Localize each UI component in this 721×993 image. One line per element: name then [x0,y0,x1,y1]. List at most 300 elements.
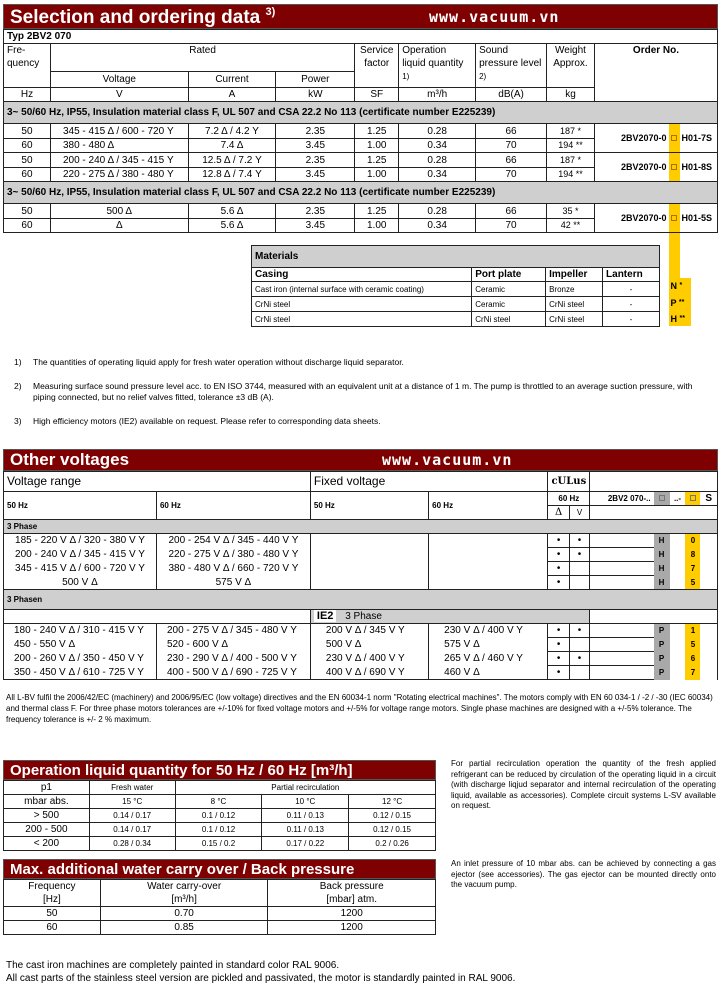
order-number-wrap [595,204,717,232]
square-icon [671,164,677,170]
order-code-1: H [654,534,670,548]
fixed-50: 200 V Δ / 345 V Y [310,624,428,638]
op-h2-15: 15 °C [89,795,175,809]
co-h-water: Water carry-over [100,880,268,894]
order-blank [590,562,654,576]
row-sf: 1.00 [355,167,399,182]
ul-delta: • [548,638,569,652]
ul-y [569,562,589,576]
op-liquid-row [4,837,436,851]
row-sound: 70 [476,218,547,233]
range-50: 200 - 260 V Δ / 350 - 450 V Y [4,652,157,666]
order-suffix: H01-7S [681,132,713,143]
row-voltage: 200 - 240 Δ / 345 - 415 Y [50,153,188,168]
row-liquid: 0.34 [399,167,476,182]
ul-delta: • [548,562,569,576]
row-current: 7.4 Δ [188,138,276,153]
other-voltages-banner [3,449,718,471]
range-60: 220 - 275 V Δ / 380 - 480 V Y [156,548,310,562]
hdr-fixed-60: 60 Hz [429,492,548,520]
selection-row [4,204,718,219]
carry-over-cell: 0.85 [100,921,268,935]
range-50: 180 - 240 V Δ / 310 - 415 V Y [4,624,157,638]
order-end [700,638,717,652]
fixed-50 [310,562,428,576]
row-weight: 42 ** [547,218,595,233]
footnote-num: 3) [14,416,22,426]
range-60: 200 - 275 V Δ / 345 - 480 V Y [156,624,310,638]
row-current: 12.8 Δ / 7.4 Y [188,167,276,182]
order-prefix-ov: 2BV2 070-.. [590,492,654,506]
op-liquid-cell: 0.12 / 0.15 [349,823,436,837]
op-liquid-table [3,780,436,851]
square-icon [671,135,677,141]
order-gap [670,534,686,548]
order-end [700,548,717,562]
row-liquid: 0.28 [399,153,476,168]
order-code-2: 6 [685,652,700,666]
square-icon [671,215,677,221]
range-60: 400 - 500 V Δ / 690 - 725 V Y [156,666,310,680]
order-code-2: 1 [685,624,700,638]
selection-table [3,29,718,233]
carry-over-cell: 60 [4,921,101,935]
order-end [700,652,717,666]
order-code-2: 8 [685,548,700,562]
order-code-stripe [669,233,680,278]
op-liquid-cell: 0.17 / 0.22 [262,837,349,851]
order-code-2: 7 [685,666,700,680]
order-code-1: H [654,548,670,562]
unit-hz: Hz [4,88,51,102]
ul-delta: • [548,652,569,666]
order-code-2: 5 [685,576,700,590]
footnote-text: High efficiency motors (IE2) available on request. Please refer to corresponding data sheets. [33,416,381,426]
hdr-voltage: Voltage [50,72,188,88]
footnote-3 [14,416,714,427]
paint-note-2: All cast parts of the stainless steel version are pickled and passivated, the motor is standardly painted in RAL 9006. [6,973,516,984]
row-sound: 66 [476,204,547,219]
row-current: 7.2 Δ / 4.2 Y [188,124,276,139]
range-50: 345 - 415 V Δ / 600 - 720 V Y [4,562,157,576]
voltage-row [4,562,718,576]
order-end [700,666,717,680]
voltage-row [4,624,718,638]
order-end [700,576,717,590]
material-lantern: - [603,282,660,297]
carry-over-title: Max. additional water carry over / Back pressure [10,861,355,878]
row-power: 2.35 [276,124,355,139]
ul-y: • [569,534,589,548]
order-gap [670,638,686,652]
row-weight: 35 * [547,204,595,219]
materials-table [251,245,660,327]
carry-over-cell: 1200 [268,907,436,921]
material-port: Ceramic [472,297,546,312]
range-60: 575 V Δ [156,576,310,590]
material-casing: Cast iron (internal surface with ceramic coating) [252,282,472,297]
order-blank [590,638,654,652]
row-current: 5.6 Δ [188,218,276,233]
hdr-fixed-50: 50 Hz [310,492,428,520]
co-u-back: [mbar] atm. [268,893,436,907]
material-casing: CrNi steel [252,297,472,312]
voltage-row [4,534,718,548]
selection-title [10,6,275,29]
carry-over-row [4,921,436,935]
order-blank [590,576,654,590]
range-60: 520 - 600 V Δ [156,638,310,652]
row-sf: 1.00 [355,138,399,153]
hdr-op-liquid-text: Operation liquid quantity [402,45,464,69]
hdr-service-factor: Service factor [355,44,399,88]
order-mid: ..- [670,492,686,506]
group-label-2: 3~ 50/60 Hz, IP55, Insulation material class F, UL 507 and CSA 22.2 No 113 (certificate number E225239) [4,182,718,204]
material-row [252,312,660,327]
op-liquid-side-note: For partial recirculation operation the quantity of the fresh applied refrigerant can be reduced by circulation of the operating liquid in a circuit (with discharge liqjud separator and internal recirculation of the operating liquid, available as accessories). Complete circuit systems L-SV available on request. [451,759,716,810]
row-sound: 70 [476,138,547,153]
order-code-1: P [654,624,670,638]
order-code-1: P [654,638,670,652]
hdr-sound-text: Sound pressure level [479,45,542,69]
row-sf: 1.25 [355,124,399,139]
order-gap [670,652,686,666]
row-sf: 1.00 [355,218,399,233]
selection-title-text: Selection and ordering data [10,7,261,28]
order-end [700,534,717,548]
fixed-voltage-label: Fixed voltage [310,472,548,492]
ul-y: • [569,652,589,666]
hdr-range-60: 60 Hz [156,492,310,520]
typ-label: Typ 2BV2 070 [4,30,718,44]
row-hz: 60 [4,218,51,233]
carry-over-table [3,879,436,935]
carry-over-side-note: An inlet pressure of 10 mbar abs. can be achieved by connecting a gas ejector (see accessories). The gas ejector can be mounted directly onto the vacuum pump. [451,859,716,889]
fixed-60 [429,576,548,590]
order-blank [590,548,654,562]
selection-row [4,124,718,139]
order-end [700,562,717,576]
order-code-1: P [654,666,670,680]
row-weight: 187 * [547,153,595,168]
fixed-60: 460 V Δ [429,666,548,680]
order-number [594,153,717,182]
material-code [671,295,691,312]
material-code-column [669,278,691,326]
range-50: 500 V Δ [4,576,157,590]
material-codes [669,278,691,328]
material-code-letter: N [670,281,678,291]
op-liquid-cell: 0.14 / 0.17 [89,809,175,823]
range-50: 450 - 550 V Δ [4,638,157,652]
hdr-sound [476,44,547,88]
ie2-badge: IE2 [314,610,337,622]
ie2-phase: 3 Phase [345,611,382,622]
unit-m3h: m³/h [399,88,476,102]
order-blank [590,652,654,666]
material-casing: CrNi steel [252,312,472,327]
op-liquid-cell: 0.15 / 0.2 [175,837,262,851]
range-50: 350 - 450 V Δ / 610 - 725 V Y [4,666,157,680]
op-liquid-cell: > 500 [4,809,90,823]
row-power: 3.45 [276,167,355,182]
footnote-num: 2) [14,381,22,391]
row-weight: 194 ** [547,167,595,182]
row-voltage: 345 - 415 Δ / 600 - 720 Y [50,124,188,139]
row-weight: 194 ** [547,138,595,153]
material-code-letter: P [670,297,677,308]
carry-over-cell: 0.70 [100,907,268,921]
material-port: Ceramic [472,282,546,297]
row-power: 2.35 [276,204,355,219]
order-suffix-ov: S [700,492,717,506]
fixed-60 [429,534,548,548]
material-code [671,278,691,295]
order-code-highlight [669,204,680,232]
row-voltage: Δ [50,218,188,233]
footnote-num: 1) [14,357,22,367]
row-sound: 70 [476,167,547,182]
ul-blank [590,472,718,492]
mat-hdr-impeller: Impeller [546,268,603,282]
op-liquid-row [4,809,436,823]
ul-y: • [569,624,589,638]
fixed-60: 230 V Δ / 400 V Y [429,624,548,638]
ul-y: • [569,548,589,562]
order-blank [590,624,654,638]
material-code [671,311,691,328]
group2-label: 3 Phasen [4,590,718,610]
order-gap [670,624,686,638]
row-hz: 50 [4,204,51,219]
op-h2-12: 12 °C [349,795,436,809]
op-liquid-cell: 0.1 / 0.12 [175,823,262,837]
row-voltage: 220 - 275 Δ / 380 - 480 Y [50,167,188,182]
order-prefix: 2BV2070-0 [620,132,667,143]
footnote-2 [14,381,714,403]
op-h2-8: 8 °C [175,795,262,809]
op-liquid-cell: 0.1 / 0.12 [175,809,262,823]
op-h2-10: 10 °C [262,795,349,809]
material-row [252,282,660,297]
order-code-2: 0 [685,534,700,548]
carry-over-cell: 50 [4,907,101,921]
row-power: 2.35 [276,153,355,168]
fixed-60 [429,562,548,576]
row-liquid: 0.28 [399,124,476,139]
hdr-current: Current [188,72,276,88]
row-current: 12.5 Δ / 7.2 Y [188,153,276,168]
hdr-ul-delta: Δ [548,506,569,520]
order-suffix: H01-8S [681,161,713,172]
carry-over-row [4,907,436,921]
voltage-range-label: Voltage range [4,472,311,492]
selection-row [4,153,718,168]
other-voltages-table [3,471,718,680]
op-liquid-row [4,823,436,837]
fixed-50: 400 V Δ / 690 V Y [310,666,428,680]
hdr-op-liquid-sup: 1) [402,72,410,81]
ie2-right-blank [590,610,718,624]
order-code-highlight [669,153,680,181]
footnote-1 [14,357,714,368]
op-liquid-banner [3,760,436,780]
watermark: www.vacuum.vn [382,451,513,469]
voltage-row [4,638,718,652]
mat-hdr-lantern: Lantern [603,268,660,282]
footnotes [14,357,714,427]
order-number-wrap [595,124,717,152]
material-impeller: CrNi steel [546,297,603,312]
row-liquid: 0.34 [399,218,476,233]
op-liquid-cell: 0.2 / 0.26 [349,837,436,851]
fixed-50: 230 V Δ / 400 V Y [310,652,428,666]
hdr-ul-y: V [569,506,589,520]
hdr-frequency: Fre- quency [4,44,51,88]
fixed-50 [310,576,428,590]
hdr-sound-sup: 2) [479,72,487,81]
range-60: 380 - 480 V Δ / 660 - 720 V Y [156,562,310,576]
ul-logo-text: cULus [551,476,587,487]
order-end [700,624,717,638]
material-code-mark: ** [678,298,685,306]
hdr-op-liquid [399,44,476,88]
hdr-range-50: 50 Hz [4,492,157,520]
range-50: 200 - 240 V Δ / 345 - 415 V Y [4,548,157,562]
row-sf: 1.25 [355,153,399,168]
op-liquid-cell: 0.11 / 0.13 [262,823,349,837]
material-row [252,297,660,312]
fixed-60: 265 V Δ / 460 V Y [429,652,548,666]
order-gap [670,666,686,680]
group1-label: 3 Phase [4,520,718,534]
unit-a: A [188,88,276,102]
unit-v: V [50,88,188,102]
row-liquid: 0.34 [399,138,476,153]
material-port: CrNi steel [472,312,546,327]
footnote-text: Measuring surface sound pressure level acc. to EN ISO 3744, measured with an equivalent unit at a distance of 1 m. The pump is throttled to an average suction pressure, with piping connected, but no relief valves fitted, tolerance ±3 dB (A). [33,381,693,402]
op-liquid-cell: 0.14 / 0.17 [89,823,175,837]
mat-hdr-port: Port plate [472,268,546,282]
range-60: 230 - 290 V Δ / 400 - 500 V Y [156,652,310,666]
material-impeller: CrNi steel [546,312,603,327]
group-label-1: 3~ 50/60 Hz, IP55, Insulation material class F, UL 507 and CSA 22.2 No 113 (certificate number E225239) [4,102,718,124]
co-h-freq: Frequency [4,880,101,894]
unit-db: dB(A) [476,88,547,102]
fixed-60: 575 V Δ [429,638,548,652]
fixed-50 [310,534,428,548]
hdr-rated: Rated [50,44,354,72]
range-60: 200 - 254 V Δ / 345 - 440 V Y [156,534,310,548]
unit-kg: kg [547,88,595,102]
footnote-text: The quantities of operating liquid apply for fresh water operation without discharge liquid separator. [33,357,404,367]
order-gap [670,548,686,562]
op-h2-mbar: mbar abs. [4,795,90,809]
ie2-blank [4,610,311,624]
op-liquid-cell: 0.28 / 0.34 [89,837,175,851]
range-50: 185 - 220 V Δ / 320 - 380 V Y [4,534,157,548]
other-voltages-title: Other voltages [10,450,130,469]
row-hz: 50 [4,153,51,168]
voltage-row [4,666,718,680]
order-placeholder-1 [654,492,670,506]
op-h-partial: Partial recirculation [175,781,435,795]
row-hz: 60 [4,167,51,182]
order-gap [670,562,686,576]
ie2-header [310,610,589,624]
hdr-order: Order No. [594,44,717,102]
order-code-1: H [654,562,670,576]
order-suffix: H01-5S [681,212,713,223]
order-code-1: H [654,576,670,590]
order-number [594,124,717,153]
ul-y [569,638,589,652]
order-number-wrap [595,153,717,181]
co-h-back: Back pressure [268,880,436,894]
op-liquid-cell: < 200 [4,837,90,851]
directive-note: All L-BV fulfil the 2006/42/EC (machinery) and 2006/95/EC (low voltage) directives and the EN 60034-1 norm "Rotating electrical machines". The motors comply with EN 60 034-1 / -2 / -30 (IEC 60034) and thermal class F. For three phase motors tolerances are +/-10% for fixed voltage motors and +/-5% for voltage range motors. Single phase machines are designed with a +/-5% tolerance. The frequency tolerance is +/- 2 % maximum. [6,693,713,724]
carry-over-cell: 1200 [268,921,436,935]
hdr-power: Power [276,72,355,88]
row-hz: 60 [4,138,51,153]
row-power: 3.45 [276,218,355,233]
ul-delta: • [548,576,569,590]
fixed-60 [429,548,548,562]
material-impeller: Bronze [546,282,603,297]
co-u-freq: [Hz] [4,893,101,907]
op-liquid-cell: 0.11 / 0.13 [262,809,349,823]
square-icon [690,495,696,501]
materials-title: Materials [252,246,660,268]
order-placeholder-2 [685,492,700,506]
op-liquid-title: Operation liquid quantity for 50 Hz / 60 Hz [m³/h] [10,762,353,779]
material-code-letter: H [670,314,678,324]
selection-banner [3,4,718,29]
op-h-p1: p1 [4,781,90,795]
voltage-row [4,548,718,562]
material-code-mark: ** [679,315,685,322]
ul-y [569,576,589,590]
order-code-1: P [654,652,670,666]
paint-notes [6,959,515,985]
hdr-ul-hz: 60 Hz [548,492,590,506]
order-code-2: 7 [685,562,700,576]
row-sound: 66 [476,153,547,168]
voltage-row [4,576,718,590]
fixed-50 [310,548,428,562]
row-current: 5.6 Δ [188,204,276,219]
order-number [594,204,717,233]
co-u-water: [m³/h] [100,893,268,907]
ul-delta: • [548,624,569,638]
order-blank [590,534,654,548]
op-liquid-cell: 200 - 500 [4,823,90,837]
order-prefix: 2BV2070-0 [620,161,667,172]
ul-delta: • [548,534,569,548]
row-power: 3.45 [276,138,355,153]
mat-hdr-casing: Casing [252,268,472,282]
unit-kw: kW [276,88,355,102]
voltage-row [4,652,718,666]
row-voltage: 500 Δ [50,204,188,219]
order-code-2: 5 [685,638,700,652]
row-sound: 66 [476,124,547,139]
paint-note-1: The cast iron machines are completely painted in standard color RAL 9006. [6,960,340,971]
ul-delta: • [548,666,569,680]
ul-delta: • [548,548,569,562]
watermark: www.vacuum.vn [429,8,560,26]
row-liquid: 0.28 [399,204,476,219]
